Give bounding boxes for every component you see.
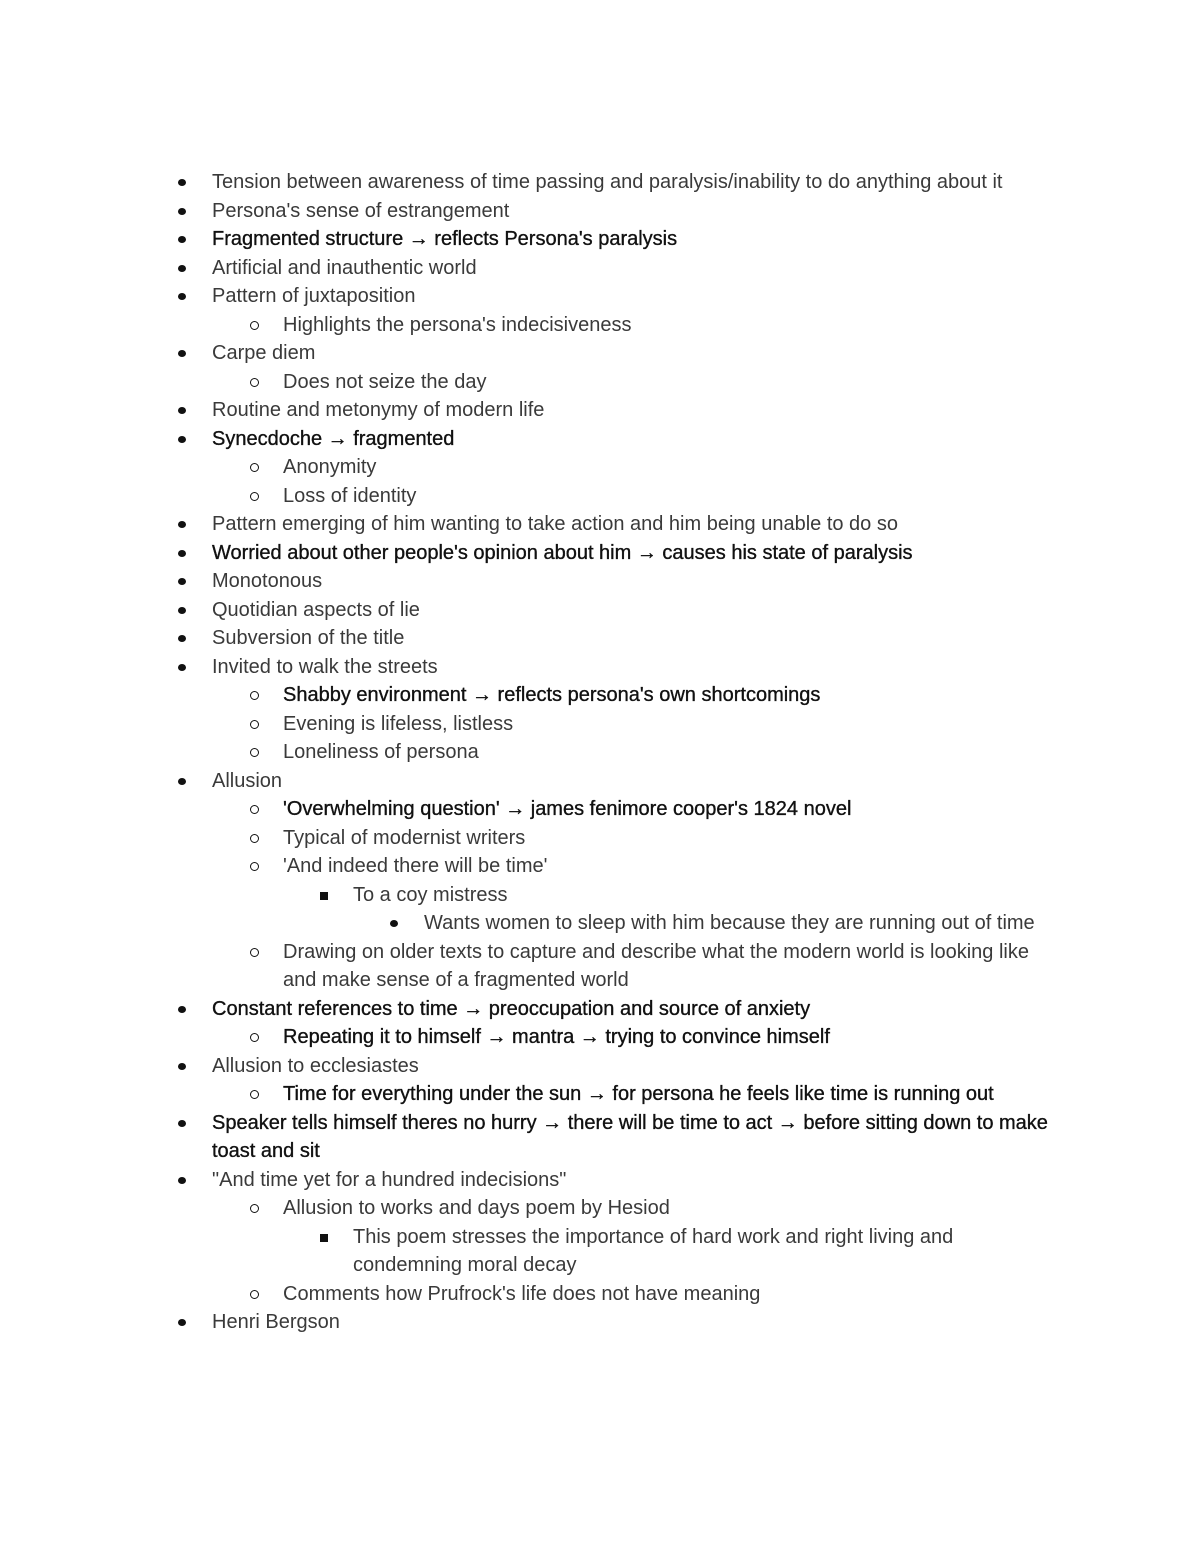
filled-circle-bullet-icon xyxy=(178,550,186,557)
list-item xyxy=(0,824,1062,853)
list-item xyxy=(0,767,1062,796)
hollow-circle-bullet-icon xyxy=(250,948,259,957)
hollow-circle-bullet-icon xyxy=(250,378,259,387)
bullet-list xyxy=(0,168,1200,1337)
list-item-text: Comments how Prufrock's life does not have meaning xyxy=(283,1282,761,1305)
filled-circle-bullet-icon xyxy=(178,578,186,585)
list-item-text: Artificial and inauthentic world xyxy=(212,256,477,279)
list-item-text: Quotidian aspects of lie xyxy=(212,598,420,621)
square-bullet-icon xyxy=(320,1234,328,1242)
hollow-circle-bullet-icon xyxy=(250,748,259,757)
list-item xyxy=(0,567,1062,596)
list-item-text: Allusion xyxy=(212,769,283,792)
hollow-circle-bullet-icon xyxy=(250,492,259,501)
list-item xyxy=(0,1194,1062,1223)
list-item xyxy=(0,852,1062,881)
list-item-text: Time for everything under the sun → for persona he feels like time is running out xyxy=(283,1083,994,1105)
list-item-text: This poem stresses the importance of hard work and right living and condemning moral decay xyxy=(353,1225,954,1276)
list-item xyxy=(0,254,1062,283)
list-item-text: Typical of modernist writers xyxy=(283,826,526,849)
list-item-text: Pattern emerging of him wanting to take action and him being unable to do so xyxy=(212,513,898,535)
hollow-circle-bullet-icon xyxy=(250,862,259,871)
hollow-circle-bullet-icon xyxy=(250,1033,259,1042)
filled-circle-bullet-icon xyxy=(178,293,186,300)
list-item xyxy=(0,881,1062,910)
list-item xyxy=(0,368,1062,397)
list-item-text: Speaker tells himself theres no hurry → there will be time to act → before sitting down to make toast and sit xyxy=(212,1111,1048,1162)
filled-circle-bullet-icon xyxy=(178,778,186,785)
list-item xyxy=(0,710,1062,739)
list-item-text: Persona's sense of estrangement xyxy=(212,199,510,222)
list-item-text: Highlights the persona's indecisiveness xyxy=(283,313,632,336)
list-item xyxy=(0,738,1062,767)
filled-circle-bullet-icon xyxy=(178,1319,186,1326)
list-item xyxy=(0,1308,1062,1337)
list-item xyxy=(0,909,1050,938)
filled-circle-bullet-icon xyxy=(178,1120,186,1127)
list-item xyxy=(0,282,1062,311)
list-item-text: Worried about other people's opinion about him → causes his state of paralysis xyxy=(212,541,913,564)
list-item-text: Synecdoche → fragmented xyxy=(212,427,455,450)
list-item xyxy=(0,1052,1062,1081)
list-item xyxy=(0,168,1062,197)
filled-circle-bullet-icon xyxy=(178,407,186,414)
list-item xyxy=(0,596,1062,625)
hollow-circle-bullet-icon xyxy=(250,1290,259,1299)
list-item xyxy=(0,938,1062,995)
list-item xyxy=(0,795,1062,824)
filled-circle-bullet-icon xyxy=(178,350,186,357)
list-item-text: Pattern of juxtaposition xyxy=(212,285,416,307)
list-item xyxy=(0,681,1062,710)
filled-circle-bullet-icon xyxy=(178,1006,186,1013)
list-item xyxy=(0,1109,1062,1166)
list-item xyxy=(0,197,1062,226)
list-item xyxy=(0,453,1062,482)
filled-circle-bullet-icon xyxy=(178,1063,186,1070)
list-item-text: 'And indeed there will be time' xyxy=(283,855,548,877)
hollow-circle-bullet-icon xyxy=(250,720,259,729)
list-item-text: Tension between awareness of time passing and paralysis/inability to do anything about it xyxy=(212,171,1003,193)
list-item-text: Allusion to ecclesiastes xyxy=(212,1054,419,1077)
list-item xyxy=(0,425,1062,454)
hollow-circle-bullet-icon xyxy=(250,463,259,472)
filled-circle-bullet-icon xyxy=(390,920,398,927)
list-item-text: Fragmented structure → reflects Persona's paralysis xyxy=(212,228,678,250)
square-bullet-icon xyxy=(320,892,328,900)
list-item-text: Repeating it to himself → mantra → trying to convince himself xyxy=(283,1026,830,1048)
hollow-circle-bullet-icon xyxy=(250,1204,259,1213)
filled-circle-bullet-icon xyxy=(178,607,186,614)
filled-circle-bullet-icon xyxy=(178,1177,186,1184)
list-item xyxy=(0,995,1062,1024)
list-item xyxy=(0,396,1062,425)
list-item-text: Subversion of the title xyxy=(212,627,405,649)
list-item-text: Loss of identity xyxy=(283,484,417,507)
list-item xyxy=(0,1080,1062,1109)
list-item-text: Monotonous xyxy=(212,570,323,592)
hollow-circle-bullet-icon xyxy=(250,691,259,700)
list-item xyxy=(0,510,1062,539)
list-item-text: 'Overwhelming question' → james fenimore cooper's 1824 novel xyxy=(283,798,852,820)
filled-circle-bullet-icon xyxy=(178,208,186,215)
list-item xyxy=(0,1023,1062,1052)
list-item-text: Wants women to sleep with him because they are running out of time xyxy=(424,912,1035,934)
list-item xyxy=(0,624,1062,653)
filled-circle-bullet-icon xyxy=(178,521,186,528)
list-item-text: To a coy mistress xyxy=(353,883,508,906)
list-item-text: Drawing on older texts to capture and describe what the modern world is looking like and make sense of a fragmented world xyxy=(283,940,1029,991)
hollow-circle-bullet-icon xyxy=(250,1090,259,1099)
list-item-text: Henri Bergson xyxy=(212,1311,340,1333)
list-item-text: Shabby environment → reflects persona's own shortcomings xyxy=(283,684,821,706)
filled-circle-bullet-icon xyxy=(178,236,186,243)
list-item-text: Anonymity xyxy=(283,456,377,478)
hollow-circle-bullet-icon xyxy=(250,805,259,814)
list-item-text: Does not seize the day xyxy=(283,370,487,393)
list-item xyxy=(0,1280,1062,1309)
filled-circle-bullet-icon xyxy=(178,436,186,443)
filled-circle-bullet-icon xyxy=(178,265,186,272)
hollow-circle-bullet-icon xyxy=(250,834,259,843)
list-item-text: Loneliness of persona xyxy=(283,741,479,763)
list-item xyxy=(0,1166,1062,1195)
list-item-text: "And time yet for a hundred indecisions" xyxy=(212,1168,567,1191)
list-item xyxy=(0,311,1062,340)
list-item-text: Routine and metonymy of modern life xyxy=(212,399,545,421)
list-item xyxy=(0,1223,1062,1280)
list-item xyxy=(0,339,1062,368)
list-item-text: Constant references to time → preoccupation and source of anxiety xyxy=(212,997,811,1020)
list-item xyxy=(0,539,1062,568)
list-item xyxy=(0,225,1062,254)
list-item-text: Carpe diem xyxy=(212,342,316,364)
list-item xyxy=(0,653,1062,682)
hollow-circle-bullet-icon xyxy=(250,321,259,330)
filled-circle-bullet-icon xyxy=(178,179,186,186)
list-item-text: Allusion to works and days poem by Hesiod xyxy=(283,1197,670,1219)
list-item-text: Evening is lifeless, listless xyxy=(283,712,514,735)
list-item xyxy=(0,482,1062,511)
filled-circle-bullet-icon xyxy=(178,635,186,642)
filled-circle-bullet-icon xyxy=(178,664,186,671)
list-item-text: Invited to walk the streets xyxy=(212,655,438,678)
